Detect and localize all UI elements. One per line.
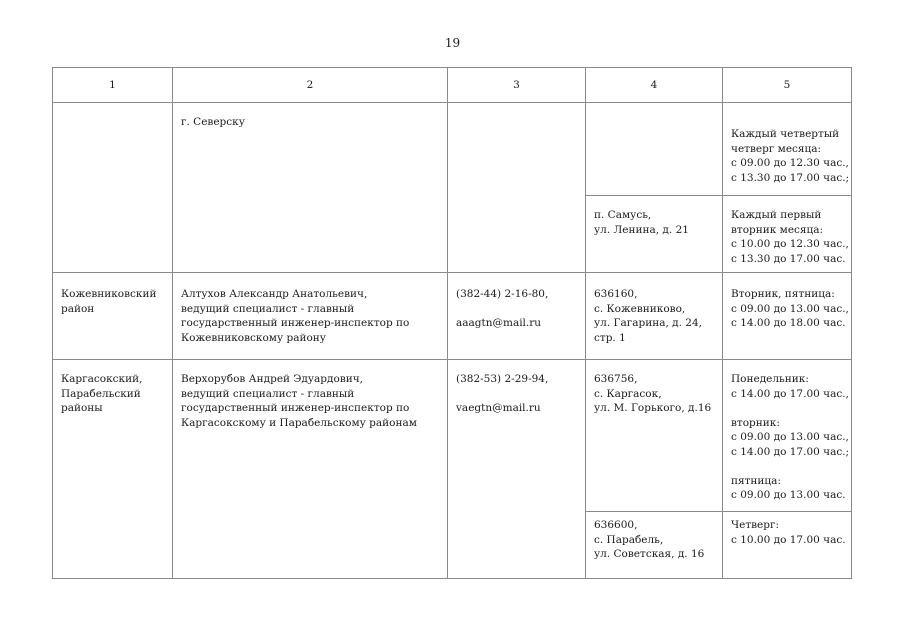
header-cell-3: 3 [448,68,586,103]
address-cell: 636160, с. Кожевниково, ул. Гагарина, д. 24, стр. 1 [586,273,723,360]
schedule-cell: Понедельник: с 14.00 до 17.00 час., вторник: с 09.00 до 13.00 час., с 14.00 до 17.00 час.; пятница: с 09.00 до 13.00 час. [723,360,852,512]
district-cell: Каргасокский, Парабельский районы [53,360,173,579]
phone-number: (382-44) 2-16-80, [456,288,549,300]
address-cell: 636756, с. Каргасок, ул. М. Горького, д.16 [586,360,723,512]
address-cell: 636600, с. Парабель, ул. Советская, д. 16 [586,512,723,579]
contact-cell [448,103,586,273]
schedule-cell: Каждый четвертый четверг месяца: с 09.00 до 12.30 час., с 13.30 до 17.00 час.; [723,103,852,196]
schedule-cell: Вторник, пятница: с 09.00 до 13.00 час., с 14.00 до 18.00 час. [723,273,852,360]
inspector-cell: Верхорубов Андрей Эдуардович, ведущий специалист - главный государственный инженер-инспектор по Каргасокскому и Парабельскому районам [173,360,448,579]
email-link[interactable]: aaagtn@mail.ru [456,317,542,329]
phone-number: (382-53) 2-29-94, [456,373,549,385]
schedule-cell: Каждый первый вторник месяца: с 10.00 до 12.30 час., с 13.30 до 17.00 час. [723,196,852,273]
page-number: 19 [444,36,461,50]
schedule-cell: Четверг: с 10.00 до 17.00 час. [723,512,852,579]
header-cell-5: 5 [723,68,852,103]
inspector-cell: Алтухов Александр Анатольевич, ведущий специалист - главный государственный инженер-инспектор по Кожевниковскому району [173,273,448,360]
table-row [53,273,852,360]
email-link[interactable]: vaegtn@mail.ru [456,402,541,414]
table-header-row [53,68,852,103]
inspector-cell: г. Северску [173,103,448,273]
header-cell-1: 1 [53,68,173,103]
table-row [53,103,852,196]
schedule-table [52,67,852,579]
district-cell [53,103,173,273]
header-cell-2: 2 [173,68,448,103]
table-row [53,360,852,512]
header-cell-4: 4 [586,68,723,103]
district-cell: Кожевниковский район [53,273,173,360]
address-cell [586,103,723,196]
address-cell: п. Самусь, ул. Ленина, д. 21 [586,196,723,273]
contact-cell [448,273,586,360]
contact-cell [448,360,586,579]
